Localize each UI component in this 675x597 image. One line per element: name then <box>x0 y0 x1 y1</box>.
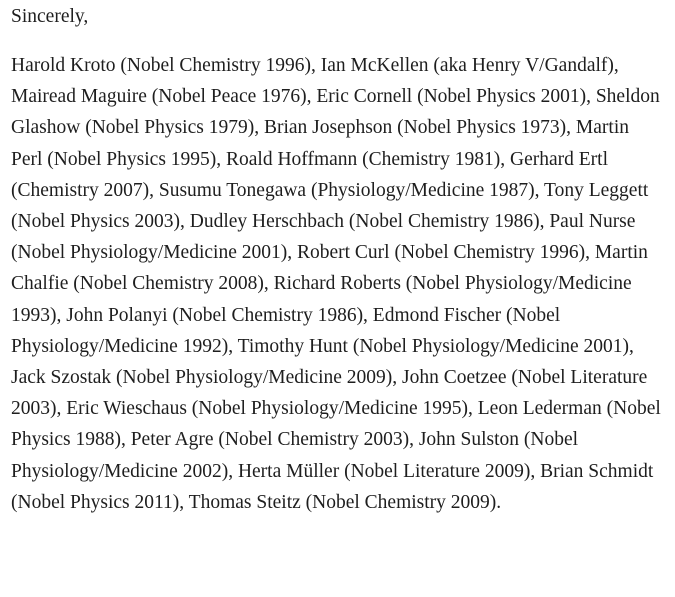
signatories-paragraph: Harold Kroto (Nobel Chemistry 1996), Ian McKellen (aka Henry V/Gandalf), Mairead Maguire (Nobel Peace 1976), Eric Cornell (Nobel Physics 2001), Sheldon Glashow (Nobel Physics 1979), Brian Josephson (Nobel Physics 1973), Martin Perl (Nobel Physics 1995), Roald Hoffmann (Chemistry 1981), Gerhard Ertl (Chemistry 2007), Susumu Tonegawa (Physiology/Medicine 1987), Tony Leggett (Nobel Physics 2003), Dudley Herschbach (Nobel Chemistry 1986), Paul Nurse (Nobel Physiology/Medicine 2001), Robert Curl (Nobel Chemistry 1996), Martin Chalfie (Nobel Chemistry 2008), Richard Roberts (Nobel Physiology/Medicine 1993), John Polanyi (Nobel Chemistry 1986), Edmond Fischer (Nobel Physiology/Medicine 1992), Timothy Hunt (Nobel Physiology/Medicine 2001), Jack Szostak (Nobel Physiology/Medicine 2009), John Coetzee (Nobel Literature 2003), Eric Wieschaus (Nobel Physiology/Medicine 1995), Leon Lederman (Nobel Physics 1988), Peter Agre (Nobel Chemistry 2003), John Sulston (Nobel Physiology/Medicine 2002), Herta Müller (Nobel Literature 2009), Brian Schmidt (Nobel Physics 2011), Thomas Steitz (Nobel Chemistry 2009). <box>11 55 661 513</box>
closing-line: Sincerely, <box>11 6 89 27</box>
letter-body <box>11 0 661 518</box>
